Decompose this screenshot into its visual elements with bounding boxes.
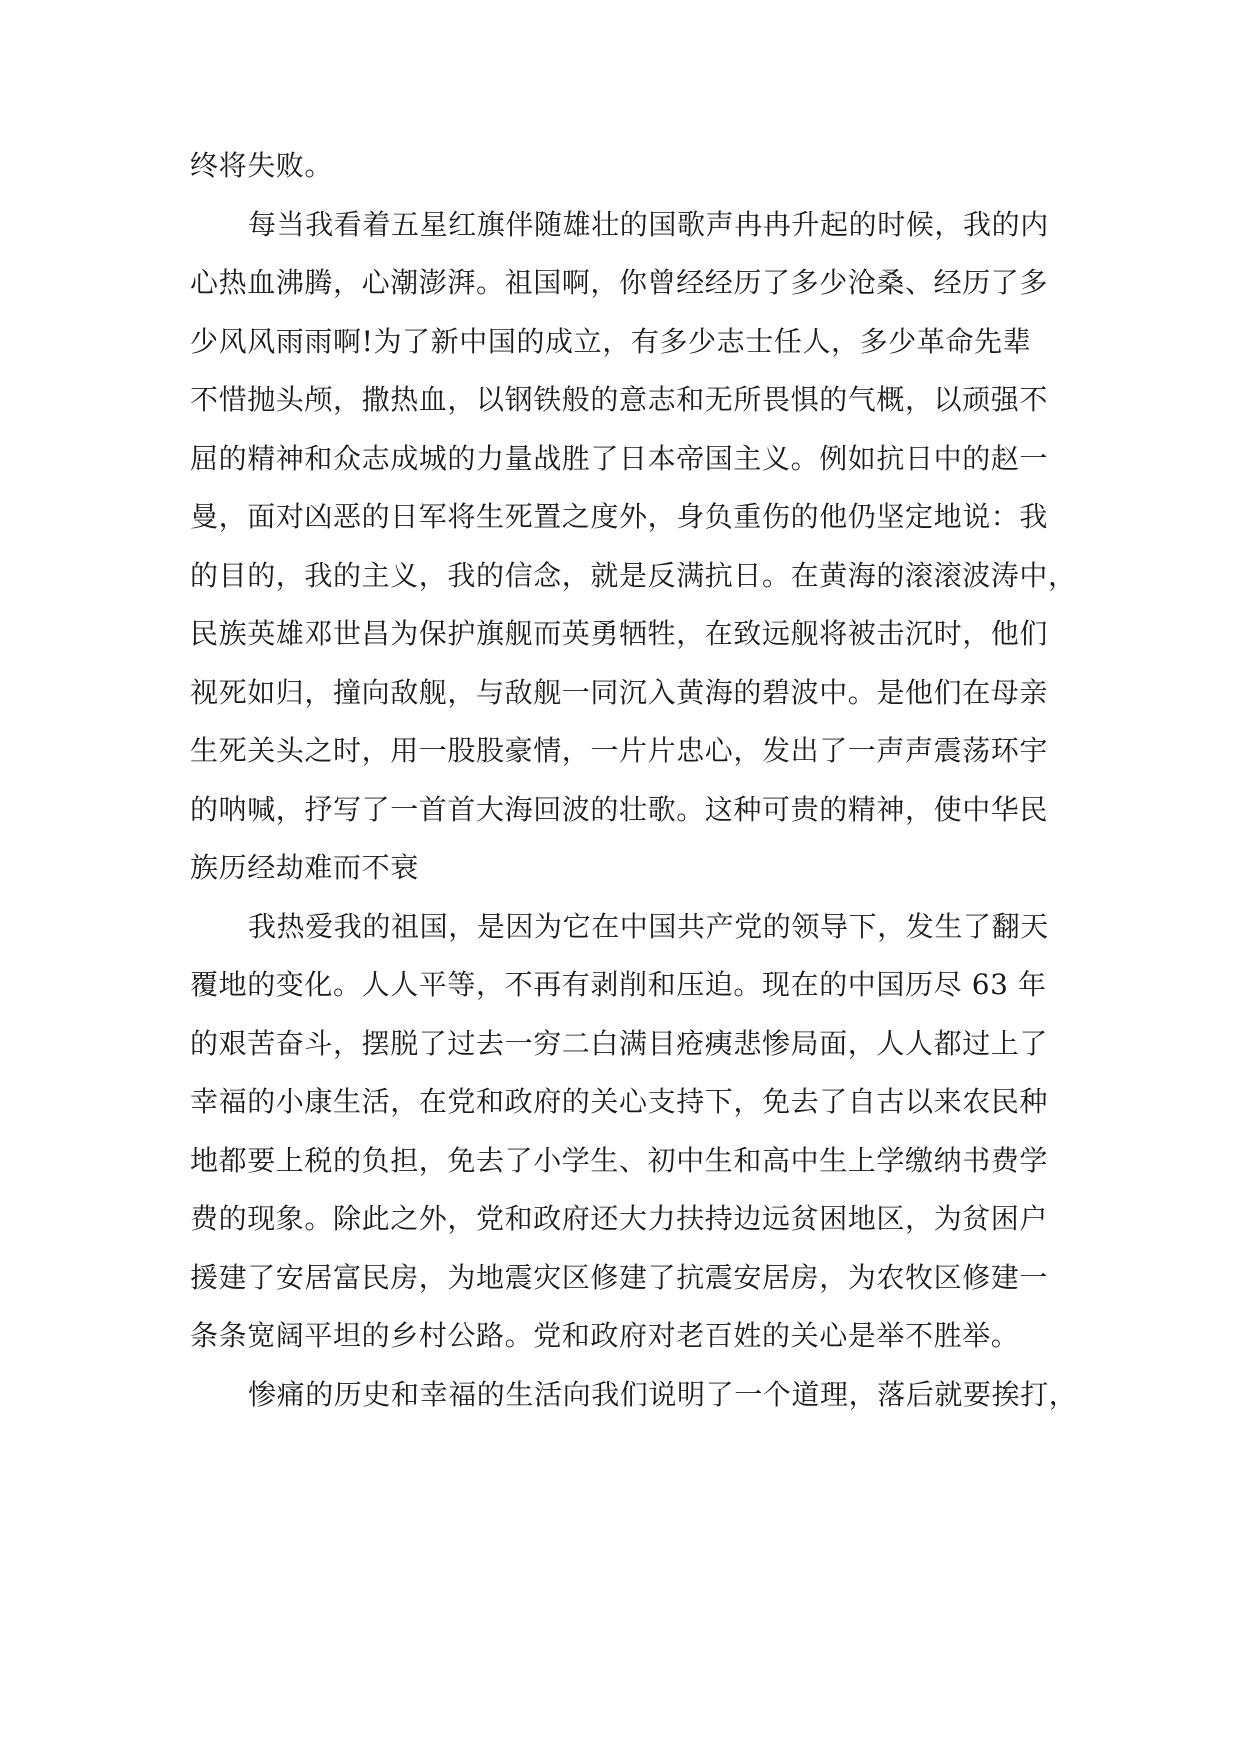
paragraph-3-line-7: 援建了安居富民房，为地震灾区修建了抗震安居房，为农牧区修建一 [190, 1261, 1049, 1294]
paragraph-3-line-8: 条条宽阔平坦的乡村公路。党和政府对老百姓的关心是举不胜举。 [190, 1319, 1020, 1352]
paragraph-2-line-4: 不惜抛头颅，撒热血，以钢铁般的意志和无所畏惧的气概，以顽强不 [190, 383, 1049, 416]
paragraph-2-line-5: 屈的精神和众志成城的力量战胜了日本帝国主义。例如抗日中的赵一 [190, 442, 1049, 475]
paragraph-3-line-1: 我热爱我的祖国，是因为它在中国共产党的领导下，发生了翻天 [248, 910, 1049, 943]
paragraph-2-line-2: 心热血沸腾，心潮澎湃。祖国啊，你曾经经历了多少沧桑、经历了多 [190, 266, 1049, 299]
paragraph-2-line-11: 的呐喊，抒写了一首首大海回波的壮歌。这种可贵的精神，使中华民 [190, 793, 1049, 826]
paragraph-1-line-1: 终将失败。 [190, 149, 334, 182]
paragraph-3-line-3: 的艰苦奋斗，摆脱了过去一穷二白满目疮痍悲惨局面，人人都过上了 [190, 1027, 1049, 1060]
paragraph-4-line-1: 惨痛的历史和幸福的生活向我们说明了一个道理，落后就要挨打， [248, 1378, 1078, 1411]
paragraph-2-line-6: 曼，面对凶恶的日军将生死置之度外，身负重伤的他仍坚定地说：我 [190, 500, 1049, 533]
paragraph-2-line-1: 每当我看着五星红旗伴随雄壮的国歌声冉冉升起的时候，我的内 [248, 208, 1049, 241]
paragraph-3-line-5: 地都要上税的负担，免去了小学生、初中生和高中生上学缴纳书费学 [190, 1144, 1049, 1177]
paragraph-3-line-6: 费的现象。除此之外，党和政府还大力扶持边远贫困地区，为贫困户 [190, 1202, 1049, 1235]
paragraph-2-line-8: 民族英雄邓世昌为保护旗舰而英勇牺牲，在致远舰将被击沉时，他们 [190, 617, 1049, 650]
paragraph-2-line-12: 族历经劫难而不衰 [190, 851, 419, 884]
paragraph-2-line-3: 少风风雨雨啊!为了新中国的成立，有多少志士任人，多少革命先辈 [190, 325, 1032, 358]
paragraph-3-line-2: 覆地的变化。人人平等，不再有剥削和压迫。现在的中国历尽 63 年 [190, 968, 1047, 1001]
paragraph-2-line-7: 的目的，我的主义，我的信念，就是反满抗日。在黄海的滚滚波涛中， [190, 559, 1077, 592]
paragraph-3-line-4: 幸福的小康生活，在党和政府的关心支持下，免去了自古以来农民种 [190, 1085, 1049, 1118]
paragraph-2-line-10: 生死关头之时，用一股股豪情，一片片忠心，发出了一声声震荡环宇 [190, 734, 1049, 767]
paragraph-2-line-9: 视死如归，撞向敌舰，与敌舰一同沉入黄海的碧波中。是他们在母亲 [190, 676, 1049, 709]
